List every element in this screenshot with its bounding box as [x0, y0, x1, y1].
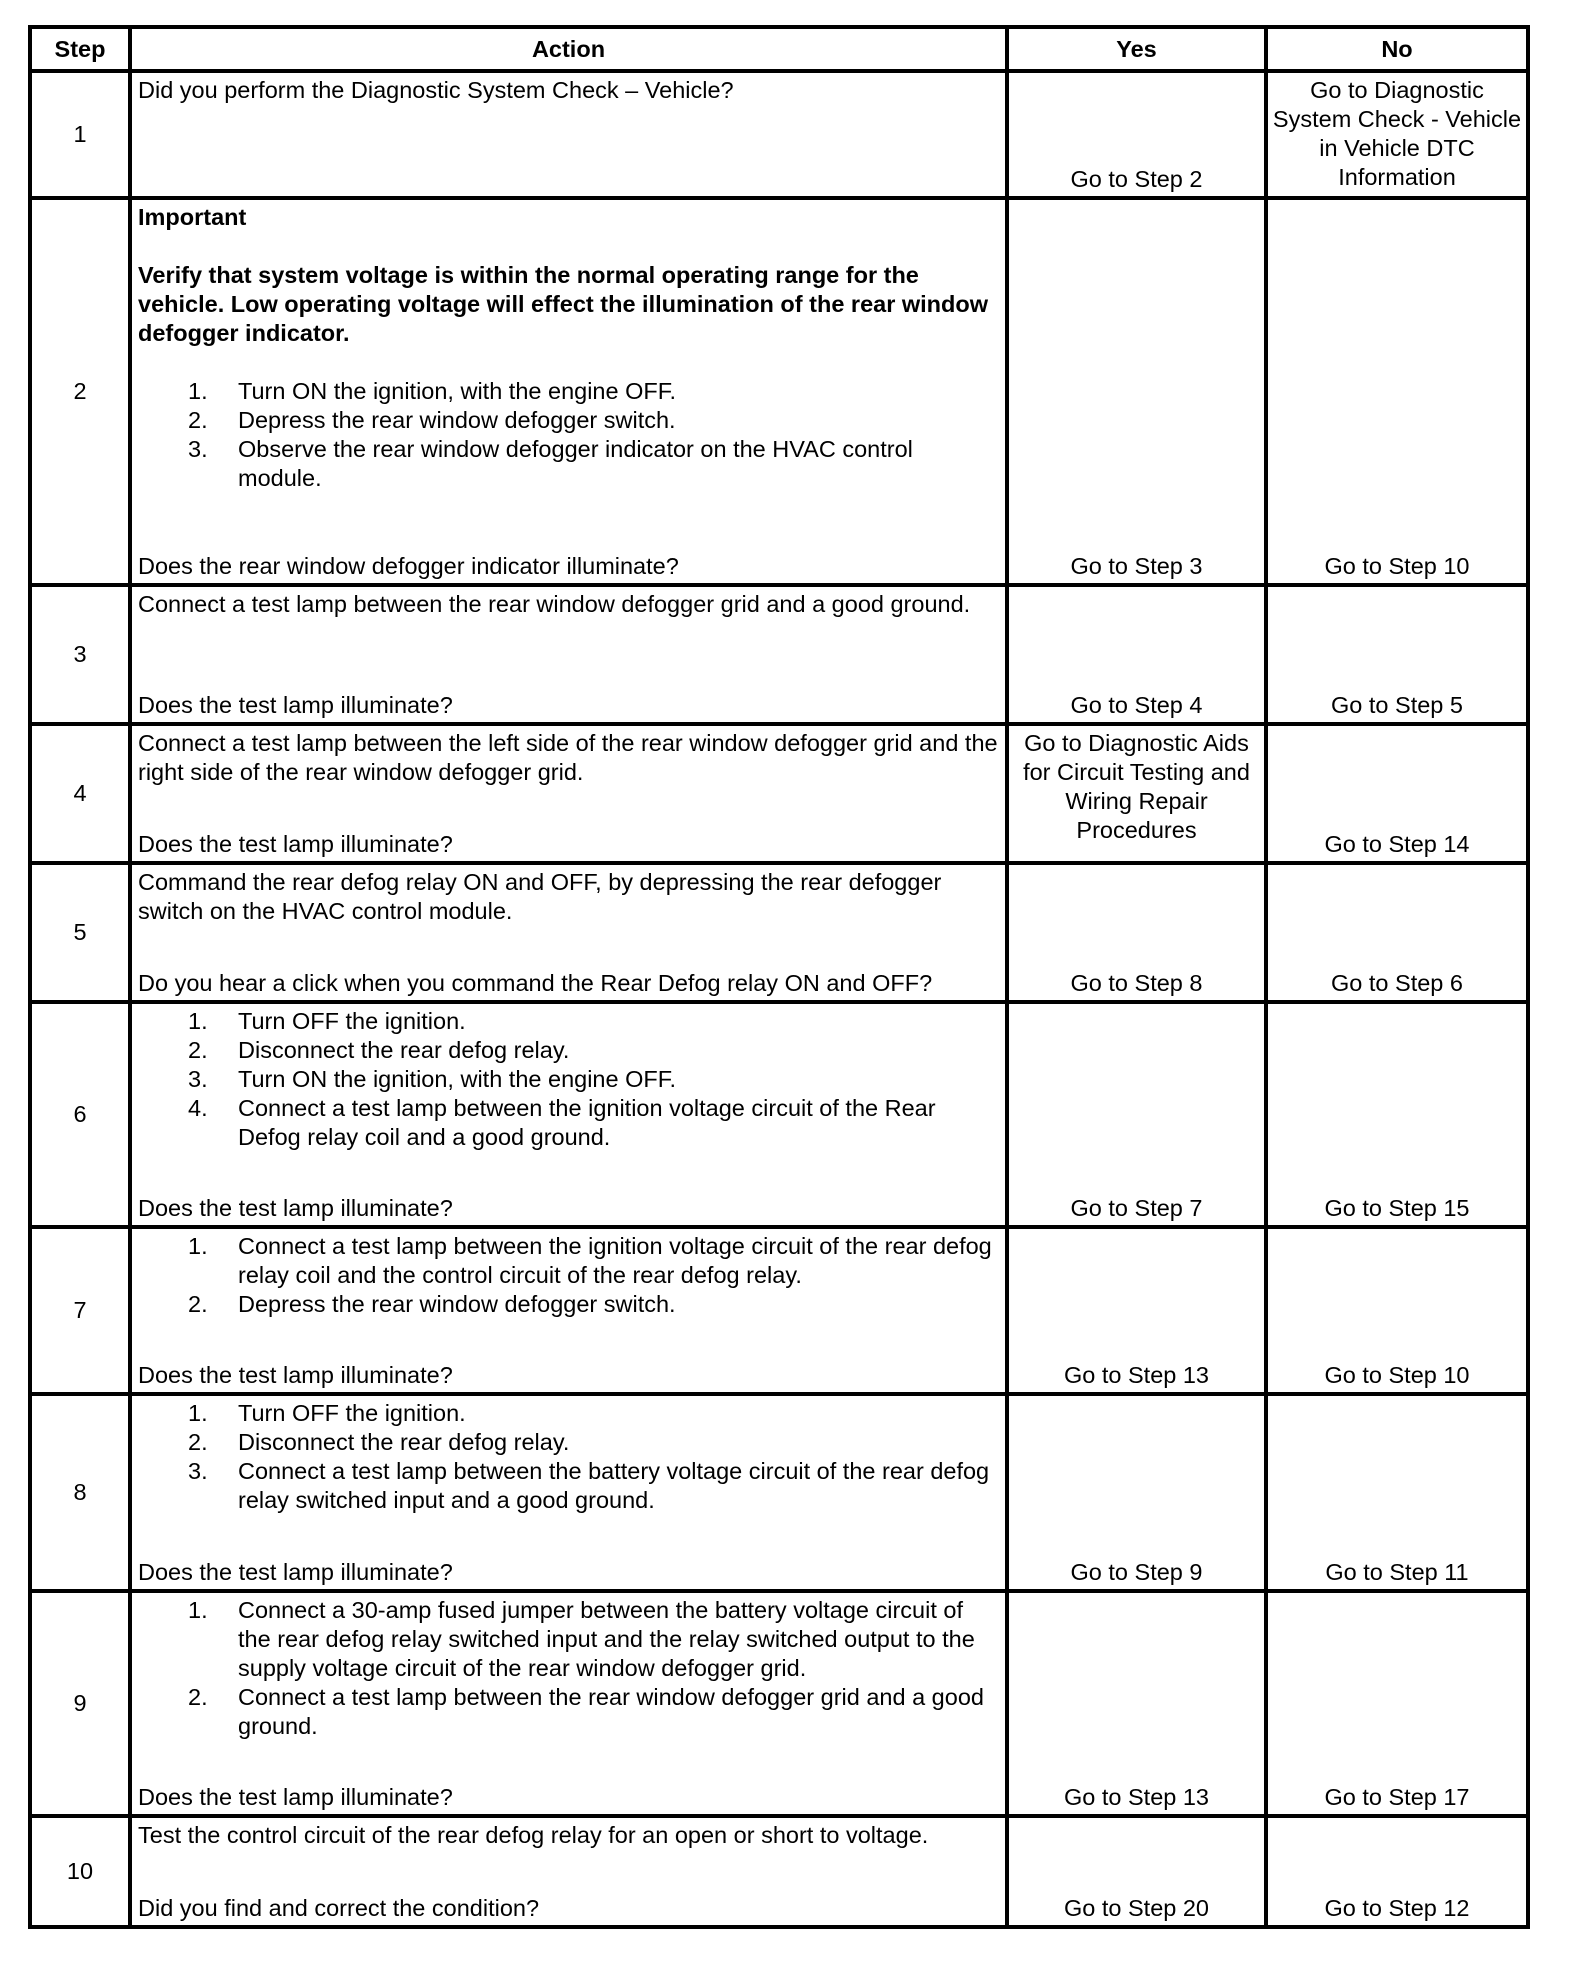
no-cell: Go to Step 14 [1266, 724, 1528, 863]
header-step: Step [30, 27, 130, 71]
action-text: Did you perform the Diagnostic System Check – Vehicle? [138, 77, 734, 103]
action-cell [130, 198, 1007, 585]
step-number: 6 [30, 1002, 130, 1227]
yes-cell: Go to Step 13 [1007, 1591, 1266, 1816]
action-cell [130, 1591, 1007, 1816]
table-row [30, 724, 1528, 863]
yes-cell: Go to Step 20 [1007, 1816, 1266, 1927]
question-text: Do you hear a click when you command the Rear Defog relay ON and OFF? [138, 970, 933, 996]
diagnostic-table [28, 25, 1530, 1929]
table-row [30, 198, 1528, 585]
action-cell [130, 724, 1007, 863]
yes-cell: Go to Step 9 [1007, 1394, 1266, 1591]
question-text: Does the rear window defogger indicator illuminate? [138, 553, 679, 579]
yes-cell: Go to Step 4 [1007, 585, 1266, 724]
header-no: No [1266, 27, 1528, 71]
list-item: 2. Depress the rear window defogger switch. [188, 407, 676, 433]
step-list [138, 1232, 999, 1319]
no-cell: Go to Diagnostic System Check - Vehicle in Vehicle DTC Information [1266, 71, 1528, 198]
important-text: Verify that system voltage is within the normal operating range for the vehicle. Low operating voltage will effect the illumination of the rear window defogger indicator. [138, 262, 989, 346]
no-cell: Go to Step 10 [1266, 198, 1528, 585]
step-list [138, 377, 999, 493]
yes-cell: Go to Step 7 [1007, 1002, 1266, 1227]
action-text: Connect a test lamp between the left side of the rear window defogger grid and the right side of the rear window defogger grid. [138, 730, 998, 785]
important-label: Important [138, 204, 247, 230]
list-item: 2. Depress the rear window defogger switch. [188, 1291, 676, 1317]
action-cell [130, 1002, 1007, 1227]
table-row [30, 1816, 1528, 1927]
action-cell [130, 1816, 1007, 1927]
table-row [30, 1227, 1528, 1394]
action-text: Test the control circuit of the rear defog relay for an open or short to voltage. [138, 1822, 929, 1848]
table-row [30, 1394, 1528, 1591]
list-item: 3. Turn ON the ignition, with the engine OFF. [188, 1066, 677, 1092]
no-cell: Go to Step 11 [1266, 1394, 1528, 1591]
yes-cell: Go to Diagnostic Aids for Circuit Testing and Wiring Repair Procedures [1007, 724, 1266, 863]
no-cell: Go to Step 15 [1266, 1002, 1528, 1227]
yes-cell: Go to Step 2 [1007, 71, 1266, 198]
yes-cell: Go to Step 3 [1007, 198, 1266, 585]
list-item: 2. Disconnect the rear defog relay. [188, 1037, 570, 1063]
question-text: Does the test lamp illuminate? [138, 831, 453, 857]
table-row [30, 863, 1528, 1002]
list-item: 1. Turn OFF the ignition. [188, 1008, 466, 1034]
no-cell: Go to Step 6 [1266, 863, 1528, 1002]
action-cell [130, 585, 1007, 724]
step-list [138, 1007, 999, 1152]
table-row [30, 1591, 1528, 1816]
list-item: 4. Connect a test lamp between the ignition voltage circuit of the Rear Defog relay coil and a good ground. [188, 1095, 936, 1150]
action-cell [130, 1394, 1007, 1591]
step-list [138, 1399, 999, 1515]
list-item: 3. Observe the rear window defogger indicator on the HVAC control module. [188, 436, 913, 491]
question-text: Does the test lamp illuminate? [138, 1784, 453, 1810]
step-number: 10 [30, 1816, 130, 1927]
action-cell [130, 71, 1007, 198]
list-item: 2. Disconnect the rear defog relay. [188, 1429, 570, 1455]
no-cell: Go to Step 5 [1266, 585, 1528, 724]
step-number: 1 [30, 71, 130, 198]
step-number: 3 [30, 585, 130, 724]
step-number: 4 [30, 724, 130, 863]
yes-cell: Go to Step 8 [1007, 863, 1266, 1002]
no-cell: Go to Step 12 [1266, 1816, 1528, 1927]
step-number: 5 [30, 863, 130, 1002]
header-action: Action [130, 27, 1007, 71]
header-yes: Yes [1007, 27, 1266, 71]
table-row [30, 71, 1528, 198]
list-item: 1. Turn OFF the ignition. [188, 1400, 466, 1426]
table-row [30, 585, 1528, 724]
action-text: Command the rear defog relay ON and OFF, by depressing the rear defogger switch on the HVAC control module. [138, 869, 942, 924]
list-item: 2. Connect a test lamp between the rear window defogger grid and a good ground. [188, 1684, 984, 1739]
no-cell: Go to Step 10 [1266, 1227, 1528, 1394]
action-cell [130, 863, 1007, 1002]
question-text: Does the test lamp illuminate? [138, 1362, 453, 1388]
question-text: Does the test lamp illuminate? [138, 1195, 453, 1221]
table-row [30, 1002, 1528, 1227]
list-item: 1. Connect a 30-amp fused jumper between the battery voltage circuit of the rear defog relay switched input and the relay switched output to the supply voltage circuit of the rear window defogger grid. [188, 1597, 975, 1681]
step-list [138, 1596, 999, 1741]
step-number: 2 [30, 198, 130, 585]
list-item: 1. Turn ON the ignition, with the engine OFF. [188, 378, 677, 404]
step-number: 9 [30, 1591, 130, 1816]
yes-cell: Go to Step 13 [1007, 1227, 1266, 1394]
question-text: Does the test lamp illuminate? [138, 692, 453, 718]
question-text: Did you find and correct the condition? [138, 1895, 540, 1921]
action-text: Connect a test lamp between the rear window defogger grid and a good ground. [138, 591, 971, 617]
step-number: 7 [30, 1227, 130, 1394]
question-text: Does the test lamp illuminate? [138, 1559, 453, 1585]
list-item: 1. Connect a test lamp between the ignition voltage circuit of the rear defog relay coil and the control circuit of the rear defog relay. [188, 1233, 992, 1288]
step-number: 8 [30, 1394, 130, 1591]
header-row [30, 27, 1528, 71]
list-item: 3. Connect a test lamp between the battery voltage circuit of the rear defog relay switched input and a good ground. [188, 1458, 990, 1513]
action-cell [130, 1227, 1007, 1394]
no-cell: Go to Step 17 [1266, 1591, 1528, 1816]
